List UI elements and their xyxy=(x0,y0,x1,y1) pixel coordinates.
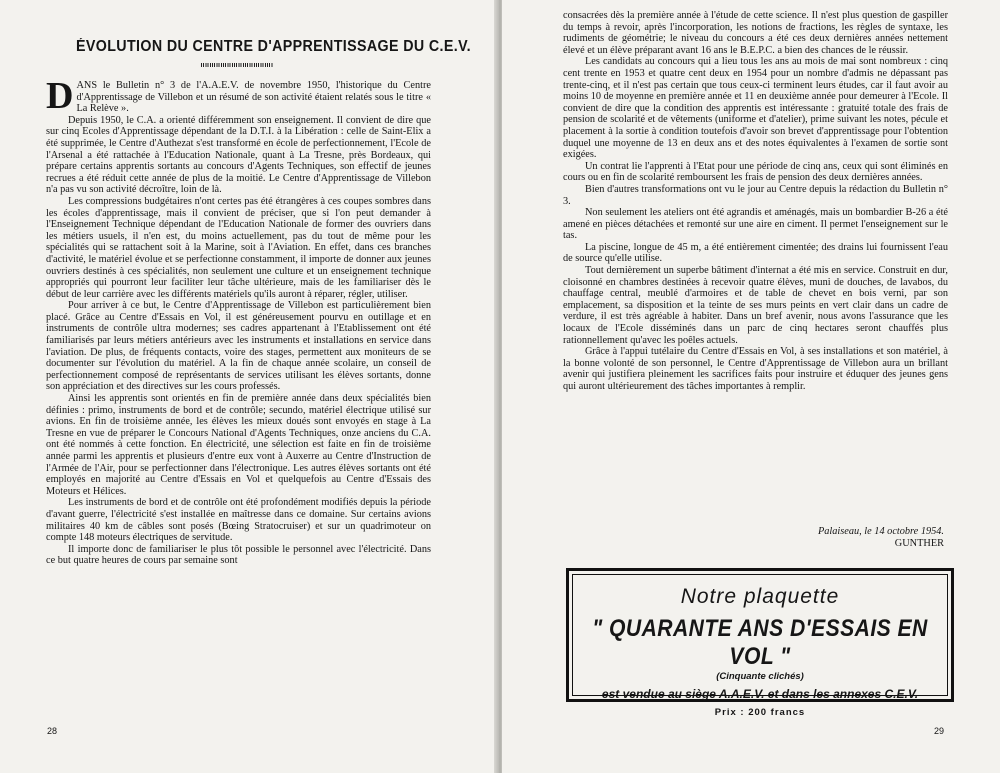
signoff-author: GUNTHER xyxy=(894,538,944,549)
title-ornament-rule xyxy=(201,63,273,67)
paragraph: DANS le Bulletin n° 3 de l'A.A.E.V. de novembre 1950, l'historique du Centre d'Apprentissage de Villebon et un résumé de son activité étaient relatés sous le titre « La Relève ». xyxy=(46,75,431,117)
right-page xyxy=(502,0,1000,773)
paragraph: Grâce à l'appui tutélaire du Centre d'Essais en Vol, à ses installations et son matériel, à la bonne volonté de son personnel, le Centre d'Apprentissage de Villebon aura un brillant avenir qui justifiera pleinement les sacrifices faits pour instruire et éduquer des jeunes gens qui auront ultérieurement des tâches importantes à remplir. xyxy=(563,346,948,392)
paragraph: Non seulement les ateliers ont été agrandis et aménagés, mais un bombardier B-26 a été amené en pièces détachées et remonté sur une aire en ciment. Il permet l'enseignement sur le tas. xyxy=(563,207,948,242)
page-number-right: 29 xyxy=(934,726,945,736)
ad-heading: Notre plaquette xyxy=(680,585,840,608)
left-page xyxy=(0,0,498,773)
paragraph: Bien d'autres transformations ont vu le jour au Centre depuis la rédaction du Bulletin n° 3. xyxy=(563,183,948,207)
paragraph: Pour arriver à ce but, le Centre d'Apprentissage de Villebon est particulièrement bien placé. Grâce au Centre d'Essais en Vol, il est généreusement pourvu en outillage et en instruments de contrôle ultra modernes; ses cadres appartenant à l'Etablissement ont été familiarisés par leurs métiers antérieurs avec les instruments et installations en service dans l'aviation. De plus, de fréquents contacts, voire des stages, permettent aux moniteurs de se documenter sur l'évolution du matériel. A la fin de chaque année scolaire, un conseil de perfectionnement composé de représentants de services utilisant les élèves sortants, donne son appréciation et des directives sur les cours professés. xyxy=(46,300,431,393)
paragraph: Les candidats au concours qui a lieu tous les ans au mois de mai sont nombreux : cinq cent trente en 1953 et quatre cent deux en 1954 pour un nombre d'admis ne dépassant pas trente-cinq, et il n'est pas certain que tous ceux-ci terminent leurs études, car il faut avoir au moins 10 de moyenne en première année et 11 en deuxième année pour demeurer à l'Ecole. Il convient de dire que la condition des apprentis est intéressante : gratuité totale des frais de pension de scolarité et de vêtements (uniforme et d'atelier), prime suivant les notes, pécule et placement à la sortie à condition toutefois d'avoir son brevet d'apprentissage pour l'obtention duquel une moyenne de 13 en deux ans et des notes équivalentes à l'examen de sortie sont exigées. xyxy=(563,56,948,161)
paragraph: Les compressions budgétaires n'ont certes pas été étrangères à ces coupes sombres dans les écoles d'apprentissage, mais il convient de préciser, que si l'on peut demander à l'Enseignement Technique dépendant de l'Education Nationale de former des ouvriers dans les métiers usuels, il n'en est, du moins actuellement, pas du tout de même pour les spécialités qui se rattachent soit à la Marine, soit à l'Aviation. En effet, dans ces branches d'activité, le matériel évolue et se perfectionne constamment, il importe de donner aux jeunes ouvriers destinés à ces spécialités, non seulement une culture et un enseignement technique appropriés qui pourront leur faciliter leur tâche ultérieure, mais de les familiariser dès le début de leur carrière avec les différents matériels qu'ils auront à réparer, régler, utiliser. xyxy=(46,195,431,300)
paragraph: Il importe donc de familiariser le plus tôt possible le personnel avec l'électricité. Dans ce but quatre heures de cours par semaine sont xyxy=(46,543,431,567)
signoff xyxy=(764,526,944,550)
paragraph: La piscine, longue de 45 m, a été entièrement cimentée; des drains lui fournissent l'eau de source qu'elle utilise. xyxy=(563,241,948,265)
signoff-place-date: Palaiseau, le 14 octobre 1954. xyxy=(817,526,944,537)
left-text-column xyxy=(46,75,431,567)
article-title: ÉVOLUTION DU CENTRE D'APPRENTISSAGE DU C.E.V. xyxy=(76,38,471,55)
ad-title: " QUARANTE ANS D'ESSAIS EN VOL " xyxy=(592,615,928,670)
ad-subtitle: (Cinquante clichés) xyxy=(716,671,804,682)
paragraph: Tout dernièrement un superbe bâtiment d'internat a été mis en service. Construit en dur, cloisonné en chambres destinées à recevoir quatre élèves, muni de douches, de lavabos, du chauffage central, meublé d'armoires et de table de chevet en bois verni, par son emplacement, sa disposition et la teinte de ses murs peints en vert clair dans un cadre de verdure, il est très agréable à habiter. Dans un bref avenir, nous avons l'assurance que les locaux de l'Ecole disséminés dans un parc de cinq hectares seront chauffés plus rationnellement qu'avec les poêles actuels. xyxy=(563,265,948,346)
ad-price: Prix : 200 francs xyxy=(714,707,806,718)
right-text-column xyxy=(563,10,948,393)
ad-availability: est vendue au siège A.A.E.V. et dans les annexes C.E.V. xyxy=(601,687,919,701)
paragraph: Un contrat lie l'apprenti à l'Etat pour une période de cinq ans, ceux qui sont éliminés en cours ou en fin de scolarité remboursent les frais de pension des deux dernières années. xyxy=(563,160,948,184)
paragraph: Les instruments de bord et de contrôle ont été profondément modifiés depuis la période d'avant guerre, l'électricité s'est installée en maîtresse dans ce domaine. Sur certains avions militaires 40 km de câbles sont posés (Bœing Stratocruiser) et sur un quadrimoteur on compte 148 moteurs électriques de servitude. xyxy=(46,497,431,544)
advertisement-box xyxy=(566,568,954,718)
paragraph: Ainsi les apprentis sont orientés en fin de première année dans deux spécialités bien définies : primo, instruments de bord et de contrôle; secundo, matériel électrique utilisé sur avions. En fin de troisième année, les élèves les mieux doués sont envoyés en stage à La Tresne en vue de préparer le Concours National d'Agents Techniques, onze anciens du C.A. ont été nommés à cette fonction. En électricité, une sélection est faite en fin de troisième année parmi les apprentis et plusieurs d'entre eux vont à Auxerre au Centre d'Instruction de l'Armée de l'Air, pour se perfectionner dans l'électronique. Les autres élèves sortants ont été employés en majorité au Centre d'Essais en Vol et quelquefois au Centre d'Essais des Moteurs et Hélices. xyxy=(46,393,431,497)
paragraph: Depuis 1950, le C.A. a orienté différemment son enseignement. Il convient de dire que sur cinq Ecoles d'Apprentissage dépendant de la D.T.I. à la Libération : celle de Saint-Elix a été supprimée, le Centre d'Authezat s'est transformé en école de perfectionnement, l'Ecole de l'Arsenal a été rattachée à l'Education Nationale, quant à La Tresne, près Bordeaux, qui prépare certains apprentis sortants au concours d'Agents Techniques, son effectif de jeunes recrues a été réduit cette année de plus de la moitié. Le Centre d'Apprentissage de Villebon n'a pas vu son activité décroître, loin de là. xyxy=(46,114,431,196)
drop-cap: D xyxy=(46,75,74,117)
page-number-left: 28 xyxy=(47,726,58,736)
paragraph: consacrées dès la première année à l'étude de cette science. Il n'est plus question de gaspiller du temps à revoir, après l'incorporation, les notions de fractions, les règles de syntaxe, les rudiments de géométrie; le niveau du concours a été ces deux dernières années nettement élevé et un élève préparant avant 16 ans le B.E.P.C. a bien des chances de le réussir. xyxy=(563,10,948,56)
